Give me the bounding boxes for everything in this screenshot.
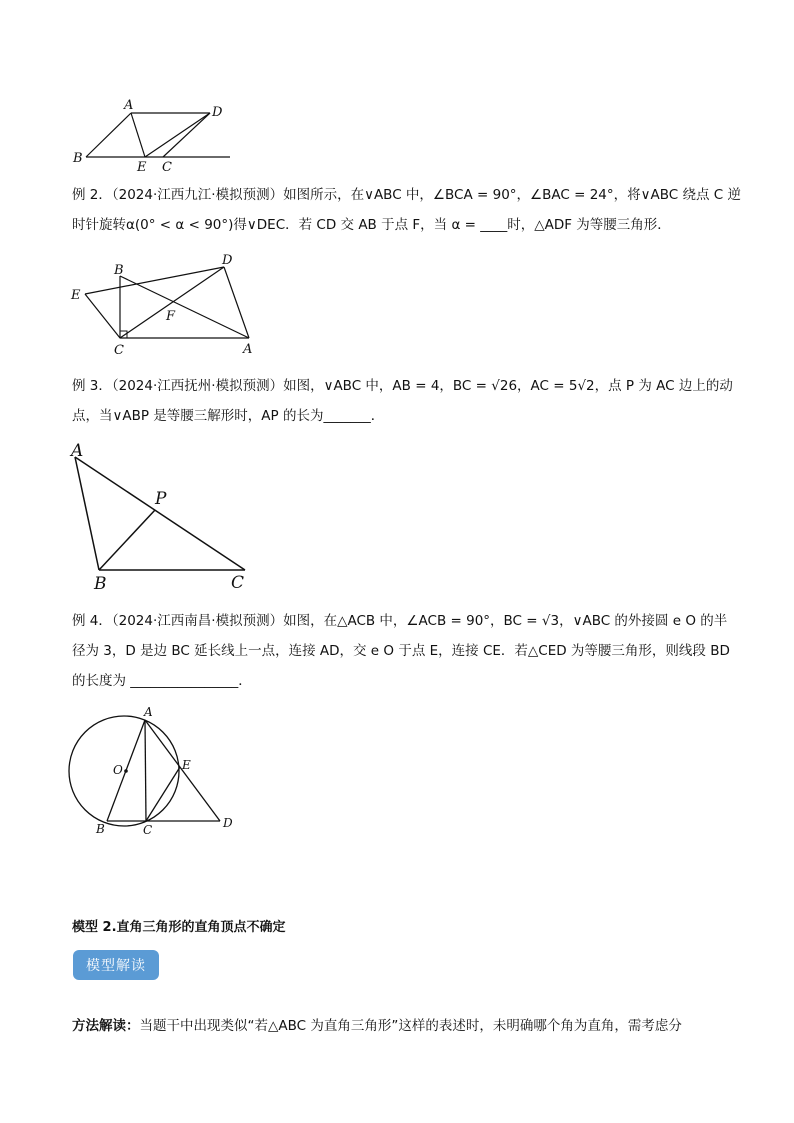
fig1-label-a: A [124, 98, 134, 113]
example-3-text [72, 371, 733, 431]
fig4-label-b: B [96, 822, 105, 836]
example-4-line-1: 例 4．（2024·江西南昌·模拟预测）如图，在△ACB 中，∠ACB = 90°，BC = √3，∨ABC 的外接圆 e O 的半 [72, 613, 728, 629]
figure-4-diagram [66, 700, 246, 840]
fig2-label-f: F [166, 309, 176, 324]
fig2-label-a: A [243, 342, 253, 357]
fig1-label-d: D [212, 105, 223, 120]
example-2-text [72, 180, 742, 240]
fig1-label-c: C [162, 160, 172, 175]
fig2-label-c: C [114, 343, 124, 358]
fig3-label-p: P [155, 489, 167, 509]
figure-1-diagram [70, 96, 240, 176]
figure-3-diagram [66, 436, 256, 596]
example-3-line-2: 点，当∨ABP 是等腰三解形时，AP 的长为_______． [72, 408, 385, 424]
figure-2-diagram [66, 250, 266, 360]
figure-2 [66, 250, 266, 360]
fig4-label-d: D [223, 816, 233, 830]
fig4-label-a: A [144, 705, 153, 719]
fig1-label-b: B [73, 151, 83, 166]
example-4-text [72, 606, 730, 696]
fig1-label-e: E [137, 160, 147, 175]
fig4-label-e: E [182, 758, 191, 772]
method-label: 方法解读： [72, 1018, 140, 1034]
fig2-label-e: E [71, 288, 81, 303]
method-explanation [72, 1014, 682, 1034]
figure-3 [66, 436, 256, 596]
figure-4 [66, 700, 246, 840]
method-text: 当题干中出现类似“若△ABC 为直角三角形”这样的表述时，未明确哪个角为直角，需考虑分 [139, 1018, 682, 1034]
example-4-line-2: 径为 3，D 是边 BC 延长线上一点，连接 AD，交 e O 于点 E，连接 CE．若△CED 为等腰三角形，则线段 BD [72, 643, 730, 659]
fig4-label-o: O [113, 763, 123, 777]
fig3-label-a: A [71, 441, 84, 461]
fig3-label-b: B [94, 574, 107, 594]
fig2-label-d: D [222, 253, 233, 268]
model-2-heading: 模型 2.直角三角形的直角顶点不确定 [72, 920, 286, 935]
figure-1 [70, 96, 240, 176]
example-2-line-2: 时针旋转α(0° < α < 90°)得∨DEC．若 CD 交 AB 于点 F，当 α = ____时，△ADF 为等腰三角形． [72, 217, 671, 233]
fig3-label-c: C [231, 573, 245, 593]
fig4-label-c: C [143, 823, 153, 837]
example-4-line-3: 的长度为 ________________． [72, 673, 252, 689]
example-2-line-1: 例 2．（2024·江西九江·模拟预测）如图所示，在∨ABC 中，∠BCA = 90°，∠BAC = 24°，将∨ABC 绕点 C 逆 [72, 187, 742, 203]
example-3-line-1: 例 3．（2024·江西抚州·模拟预测）如图，∨ABC 中，AB = 4，BC = √26，AC = 5√2，点 P 为 AC 边上的动 [72, 378, 733, 394]
fig2-label-b: B [114, 263, 124, 278]
model-interpretation-tag: 模型解读 [73, 950, 159, 980]
